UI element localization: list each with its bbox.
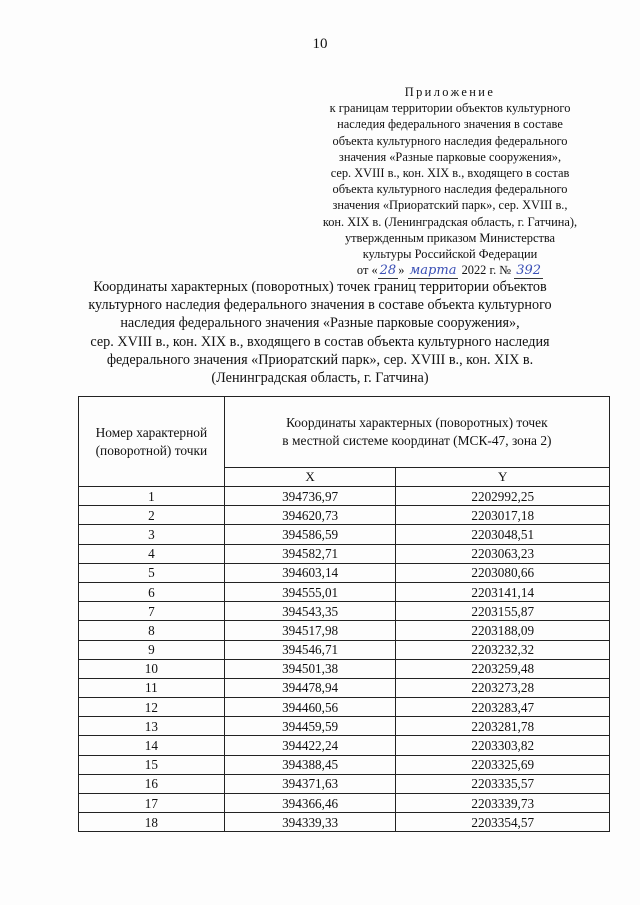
- table-row: [79, 582, 610, 601]
- appendix-heading: Приложение: [404, 85, 496, 99]
- table-row: [79, 621, 610, 640]
- cell-x: 394546,71: [224, 640, 396, 659]
- title-line: наследия федерального значения «Разные парковые сооружения»,: [120, 315, 520, 332]
- cell-x: 394478,94: [224, 678, 396, 697]
- cell-x: 394459,59: [224, 717, 396, 736]
- cell-point-number: 3: [79, 525, 225, 544]
- title-line: федерального значения «Приоратский парк», сер. XVIII в., кон. XIX в.: [106, 351, 534, 368]
- cell-y: 2203339,73: [396, 794, 610, 813]
- table-row: [79, 794, 610, 813]
- appendix-line: объекта культурного наследия федерального: [332, 133, 568, 148]
- cell-y: 2202992,25: [396, 487, 610, 506]
- cell-x: 394620,73: [224, 506, 396, 525]
- appendix-line: утвержденным приказом Министерства: [344, 230, 556, 245]
- header-x: X: [224, 468, 396, 487]
- cell-point-number: 2: [79, 506, 225, 525]
- cell-y: 2203141,14: [396, 582, 610, 601]
- cell-point-number: 14: [79, 736, 225, 755]
- header-coordinates: Координаты характерных (поворотных) точек в местной системе координат (МСК-47, зона 2): [224, 397, 609, 468]
- title-line: Координаты характерных (поворотных) точек границ территории объектов: [93, 279, 547, 295]
- cell-point-number: 1: [79, 487, 225, 506]
- cell-y: 2203188,09: [396, 621, 610, 640]
- appendix-line: культуры Российской Федерации: [362, 247, 538, 262]
- cell-y: 2203335,57: [396, 774, 610, 793]
- title-line: (Ленинградская область, г. Гатчина): [211, 370, 429, 387]
- cell-x: 394339,33: [224, 813, 396, 832]
- cell-x: 394586,59: [224, 525, 396, 544]
- cell-point-number: 8: [79, 621, 225, 640]
- table-row: [79, 602, 610, 621]
- cell-x: 394543,35: [224, 602, 396, 621]
- appendix-line: значения «Разные парковые сооружения»,: [338, 149, 562, 164]
- table-row: [79, 544, 610, 563]
- cell-point-number: 13: [79, 717, 225, 736]
- cell-y: 2203155,87: [396, 602, 610, 621]
- table-row: [79, 717, 610, 736]
- table-row: [79, 736, 610, 755]
- cell-x: 394422,24: [224, 736, 396, 755]
- cell-y: 2203048,51: [396, 525, 610, 544]
- cell-y: 2203283,47: [396, 698, 610, 717]
- cell-y: 2203063,23: [396, 544, 610, 563]
- cell-y: 2203232,32: [396, 640, 610, 659]
- cell-point-number: 4: [79, 544, 225, 563]
- cell-point-number: 18: [79, 813, 225, 832]
- cell-y: 2203354,57: [396, 813, 610, 832]
- cell-point-number: 17: [79, 794, 225, 813]
- coordinates-table-body: [79, 487, 610, 832]
- cell-y: 2203303,82: [396, 736, 610, 755]
- cell-x: 394603,14: [224, 563, 396, 582]
- cell-x: 394555,01: [224, 582, 396, 601]
- cell-point-number: 12: [79, 698, 225, 717]
- cell-point-number: 10: [79, 659, 225, 678]
- cell-y: 2203259,48: [396, 659, 610, 678]
- table-row: [79, 525, 610, 544]
- cell-y: 2203325,69: [396, 755, 610, 774]
- header-point-number: Номер характерной (поворотной) точки: [79, 397, 225, 487]
- cell-x: 394736,97: [224, 487, 396, 506]
- table-row: [79, 698, 610, 717]
- appendix-line: значения «Приоратский парк», сер. XVIII в.,: [332, 198, 568, 213]
- table-row: [79, 563, 610, 582]
- cell-y: 2203017,18: [396, 506, 610, 525]
- cell-point-number: 15: [79, 755, 225, 774]
- table-row: [79, 659, 610, 678]
- cell-y: 2203080,66: [396, 563, 610, 582]
- date-day-handwritten: 28: [379, 263, 397, 279]
- cell-point-number: 6: [79, 582, 225, 601]
- date-prefix: от «: [356, 263, 378, 278]
- cell-point-number: 7: [79, 602, 225, 621]
- cell-point-number: 16: [79, 774, 225, 793]
- cell-point-number: 5: [79, 563, 225, 582]
- table-row: [79, 774, 610, 793]
- coordinates-table: [78, 396, 610, 832]
- cell-x: 394582,71: [224, 544, 396, 563]
- cell-x: 394517,98: [224, 621, 396, 640]
- order-number-handwritten: 392: [516, 263, 542, 279]
- table-row: [79, 678, 610, 697]
- cell-y: 2203273,28: [396, 678, 610, 697]
- cell-x: 394501,38: [224, 659, 396, 678]
- cell-x: 394460,56: [224, 698, 396, 717]
- appendix-line: объекта культурного наследия федерального: [332, 182, 568, 197]
- cell-y: 2203281,78: [396, 717, 610, 736]
- title-line: культурного наследия федерального значения в составе объекта культурного: [88, 297, 552, 314]
- table-row: [79, 755, 610, 774]
- header-y: Y: [396, 468, 610, 487]
- order-date-line: [300, 262, 600, 279]
- cell-x: 394366,46: [224, 794, 396, 813]
- appendix-line: к границам территории объектов культурного: [329, 101, 571, 116]
- date-year: 2022 г. №: [461, 263, 512, 278]
- document-title: [40, 278, 600, 387]
- cell-point-number: 11: [79, 678, 225, 697]
- cell-point-number: 9: [79, 640, 225, 659]
- appendix-line: сер. XVIII в., кон. XIX в., входящего в состав: [330, 166, 570, 181]
- appendix-line: кон. XIX в. (Ленинградская область, г. Гатчина),: [322, 214, 578, 229]
- cell-x: 394388,45: [224, 755, 396, 774]
- title-line: сер. XVIII в., кон. XIX в., входящего в состав объекта культурного наследия: [90, 333, 550, 350]
- date-quote-close: »: [398, 263, 405, 278]
- cell-x: 394371,63: [224, 774, 396, 793]
- table-row: [79, 813, 610, 832]
- table-row: [79, 487, 610, 506]
- appendix-block: [300, 84, 600, 279]
- table-row: [79, 640, 610, 659]
- appendix-line: наследия федерального значения в составе: [337, 117, 563, 132]
- date-month-handwritten: марта: [409, 263, 457, 279]
- page-number: 10: [312, 36, 328, 52]
- table-row: [79, 506, 610, 525]
